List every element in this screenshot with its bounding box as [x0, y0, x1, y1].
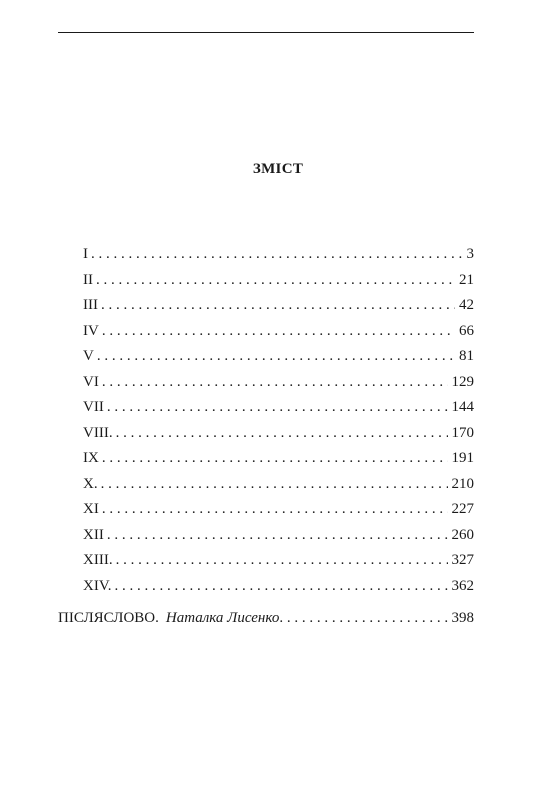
- toc-entry-3[interactable]: [83, 295, 474, 321]
- toc-list: [83, 244, 474, 601]
- toc-entry-label: XII: [83, 526, 104, 543]
- dot-leader: [102, 499, 448, 519]
- dot-leader: [101, 474, 448, 494]
- toc-entry-page: 327: [451, 552, 474, 568]
- toc-entry-label: XI: [83, 501, 99, 517]
- dot-leader: [114, 576, 447, 596]
- toc-entry-page: 191: [451, 450, 474, 466]
- toc-entry-6[interactable]: [83, 372, 474, 398]
- toc-entry-label: II: [83, 271, 93, 288]
- toc-entry-page: 66: [459, 322, 474, 339]
- toc-entry-10[interactable]: [83, 474, 474, 500]
- dot-leader: [116, 423, 448, 443]
- toc-entry-page: 210: [451, 475, 474, 492]
- dot-leader: [101, 295, 455, 315]
- dot-leader: [102, 321, 455, 341]
- toc-entry-label: I: [83, 246, 88, 262]
- toc-entry-label: VI: [83, 373, 99, 390]
- header-rule: [58, 32, 474, 33]
- toc-entry-7[interactable]: [83, 397, 474, 423]
- toc-entry-label: III: [83, 297, 98, 313]
- toc-entry-8[interactable]: [83, 423, 474, 449]
- toc-entry-page: 21: [459, 271, 474, 288]
- dot-leader: [116, 550, 448, 570]
- toc-entry-14[interactable]: [83, 576, 474, 602]
- toc-entry-2[interactable]: [83, 270, 474, 296]
- toc-entry-label: V: [83, 348, 94, 364]
- toc-entry-label: IV: [83, 322, 99, 339]
- toc-entry-label: VIII.: [83, 424, 113, 441]
- toc-entry-page: 260: [451, 526, 474, 543]
- toc-entry-label: VII: [83, 399, 104, 415]
- toc-entry-afterword[interactable]: [58, 608, 474, 628]
- toc-entry-page: 170: [451, 424, 474, 441]
- toc-entry-page: 129: [451, 373, 474, 390]
- dot-leader: [91, 244, 463, 264]
- toc-entry-12[interactable]: [83, 525, 474, 551]
- dot-leader: [102, 372, 448, 392]
- toc-entry-label: IX: [83, 450, 99, 466]
- afterword-label: ПІСЛЯСЛОВО.: [58, 610, 159, 626]
- toc-entry-9[interactable]: [83, 448, 474, 474]
- toc-entry-11[interactable]: [83, 499, 474, 525]
- dot-leader: [107, 397, 448, 417]
- toc-entry-page: 81: [459, 348, 474, 364]
- toc-entry-page: 3: [466, 246, 474, 262]
- toc-heading: ЗМІСТ: [252, 161, 304, 177]
- dot-leader: [279, 608, 447, 628]
- toc-entry-page: 227: [451, 501, 474, 517]
- toc-entry-label: XIV.: [83, 577, 112, 594]
- toc-entry-5[interactable]: [83, 346, 474, 372]
- dot-leader: [96, 270, 455, 290]
- dot-leader: [102, 448, 448, 468]
- toc-entry-1[interactable]: [83, 244, 474, 270]
- afterword-author: Наталка Лисенко: [165, 610, 280, 626]
- toc-entry-page: 144: [451, 399, 474, 415]
- dot-leader: [107, 525, 448, 545]
- toc-entry-page: 42: [459, 297, 474, 313]
- toc-entry-label: X.: [83, 475, 98, 492]
- dot-leader: [97, 346, 455, 366]
- toc-entry-4[interactable]: [83, 321, 474, 347]
- toc-entry-page: 362: [451, 577, 474, 594]
- afterword-page: 398: [451, 610, 474, 626]
- toc-entry-label: XIII.: [83, 552, 113, 568]
- toc-entry-13[interactable]: [83, 550, 474, 576]
